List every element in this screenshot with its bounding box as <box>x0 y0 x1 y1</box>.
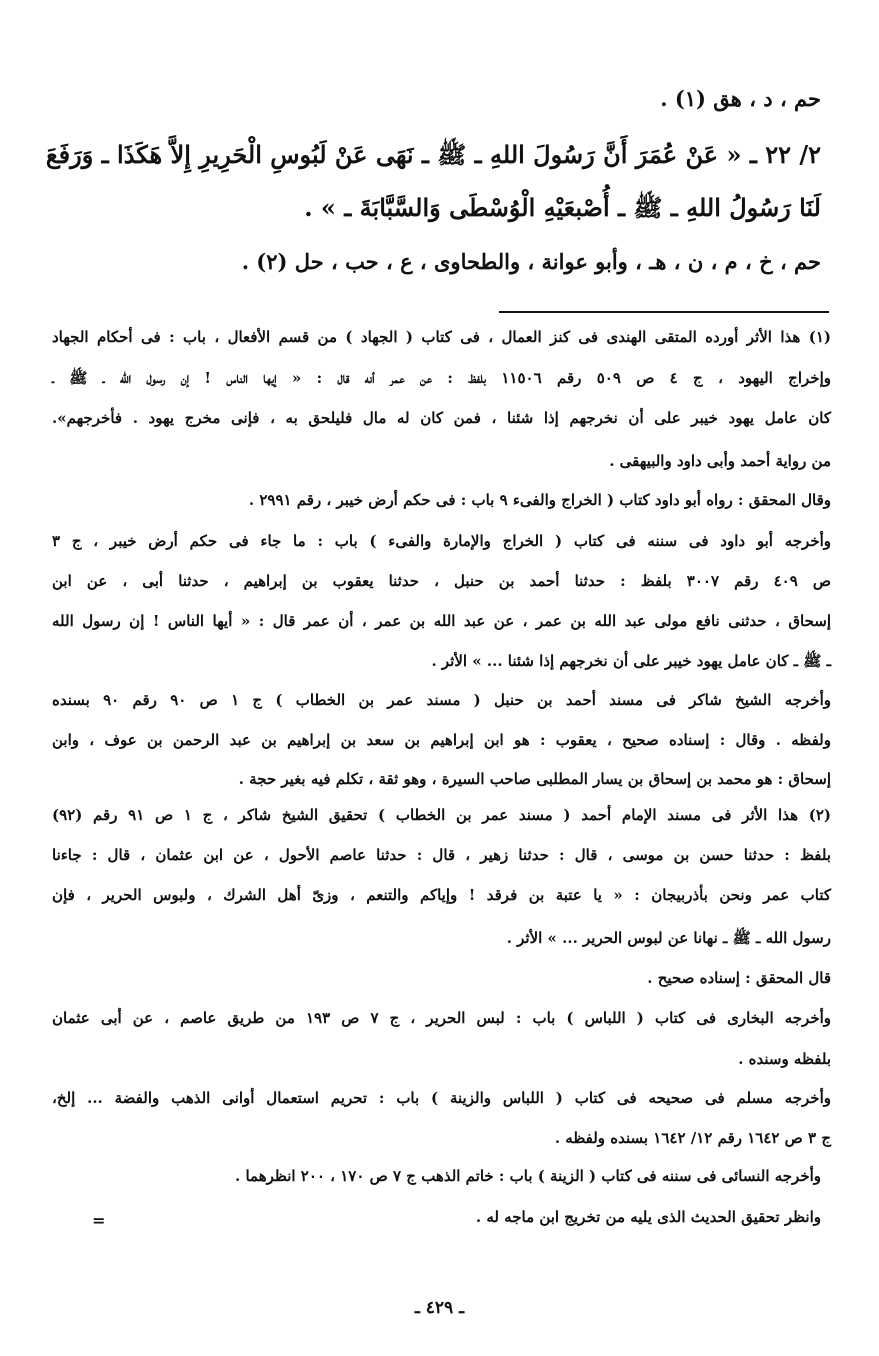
footnote-line: قال المحقق : إسناده صحيح . <box>647 969 831 987</box>
footnote-line: وأخرجه أبو داود فى سننه فى كتاب ( الخراج والإمارة والفىء ) باب : ما جاء فى حكم أرض خيبر ، ج ٣ <box>52 532 832 550</box>
footnote-line: كتاب عمر ونحن بأذربيجان : « يا عتبة بن فرقد ! وإياكم والتنعم ، وزىّ أهل الشرك ، ولبوس الحرير ، فإن <box>52 886 831 904</box>
footnote-line: بلفظ : حدثنا حسن بن موسى ، قال : حدثنا زهير ، قال : حدثنا عاصم الأحول ، عن ابن عثمان ، قال : جاءنا <box>52 846 831 864</box>
footnote-line: وأخرجه البخارى فى كتاب ( اللباس ) باب : لبس الحرير ، ج ٧ ص ١٩٣ من طريق عاصم ، عن أبى عثمان <box>52 1009 832 1027</box>
footnote-line: إسحاق : هو محمد بن إسحاق بن يسار المطلبى صاحب السيرة ، وهو ثقة ، تكلم فيه بغير حجة . <box>238 770 831 788</box>
footnote-line: وأخرجه النسائى فى سننه فى كتاب ( الزينة ) باب : خاتم الذهب ج ٧ ص ١٧٠ ، ٢٠٠ انظرهما . <box>235 1167 821 1185</box>
footnote-line: رسول الله ـ ﷺ ـ نهانا عن لبوس الحرير ... » الأثر . <box>506 929 831 947</box>
hadith-text-line-2: لَنَا رَسُولُ اللهِ ـ ﷺ ـ أُصْبعَيْهِ الْوُسْطَى وَالسَّبَّابَةَ ـ » . <box>304 193 821 222</box>
hadith-sources-line: حم ، خ ، م ، ن ، هـ ، وأبو عوانة ، والطحاوى ، ع ، حب ، حل (٢) . <box>241 249 821 274</box>
footnote-line: ولفظه . وقال : إسناده صحيح ، يعقوب : هو ابن إبراهيم بن سعد بن إبراهيم بن عبد الرحمن بن عوف ، وابن <box>52 731 831 749</box>
footnote-line: (٢) هذا الأثر فى مسند الإمام أحمد ( مسند عمر بن الخطاب ) تحقيق الشيخ شاكر ، ج ١ ص ٩١ رقم (٩٢) <box>52 806 831 824</box>
footnote-separator <box>499 311 829 313</box>
footnote-line: بلفظه وسنده . <box>738 1050 831 1068</box>
page-number: ـ ٤٢٩ ـ <box>414 1298 465 1318</box>
footnote-line: وانظر تحقيق الحديث الذى يليه من تخريج ابن ماجه له . <box>475 1208 821 1226</box>
footnote-line: وأخرجه مسلم فى صحيحه فى كتاب ( اللباس والزينة ) باب : تحريم استعمال أوانى الذهب والفضة ... إلخ، <box>52 1089 831 1107</box>
footnote-line: ـ ﷺ ـ كان عامل يهود خيبر على أن نخرجهم إذا شئنا ... » الأثر . <box>431 652 831 670</box>
footnote-line: وأخرجه الشيخ شاكر فى مسند أحمد بن حنبل ( مسند عمر بن الخطاب ) ج ١ ص ٩٠ رقم ٩٠ بسنده <box>52 691 831 709</box>
continuation-mark: = <box>92 1211 106 1230</box>
footnote-line: وقال المحقق : رواه أبو داود كتاب ( الخراج والفىء ٩ باب : فى حكم أرض خيبر ، رقم ٢٩٩١ . <box>248 491 831 509</box>
footnote-line: كان عامل يهود خيبر على أن نخرجهم إذا شئنا ، فمن كان له مال فليلحق به ، فإنى مخرج يهود . فأخرجهم». <box>52 409 831 427</box>
footnote-line: ج ٣ ص ١٦٤٢ رقم ١٢/ ١٦٤٢ بسنده ولفظه . <box>554 1129 831 1147</box>
footnote-line: ص ٤٠٩ رقم ٣٠٠٧ بلفظ : حدثنا أحمد بن حنبل ، حدثنا يعقوب بن إبراهيم ، حدثنا أبى ، عن ابن <box>52 572 832 590</box>
footnote-line: إسحاق ، حدثنى نافع مولى عبد الله بن عمر ، عن عبد الله بن عمر ، أن عمر قال : « أيها الناس ! إن رسول الله <box>52 612 831 630</box>
footnote-line: من رواية أحمد وأبى داود والبيهقى . <box>609 452 831 470</box>
footnote-line: (١) هذا الأثر أورده المتقى الهندى فى كنز العمال ، فى كتاب ( الجهاد ) من قسم الأفعال ، باب : فى أحكام الجهاد <box>52 328 831 346</box>
footnote-line: وإخراج اليهود ، ج ٤ ص ٥٠٩ رقم ١١٥٠٦ بلفظ : عن عمر أنه قال : « إيها الناس ! إن رسول الله ـ ﷺ ـ <box>52 369 831 387</box>
hadith-text-line-1: ٢/ ٢٢ ـ « عَنْ عُمَرَ أَنَّ رَسُولَ اللهِ ـ ﷺ ـ نَهَى عَنْ لَبُوسِ الْحَرِيرِ إِلاَّ هَكَذَا ـ وَرَفَعَ <box>45 140 821 169</box>
hadith-source-line: حم ، د ، هق (١) . <box>660 86 821 111</box>
